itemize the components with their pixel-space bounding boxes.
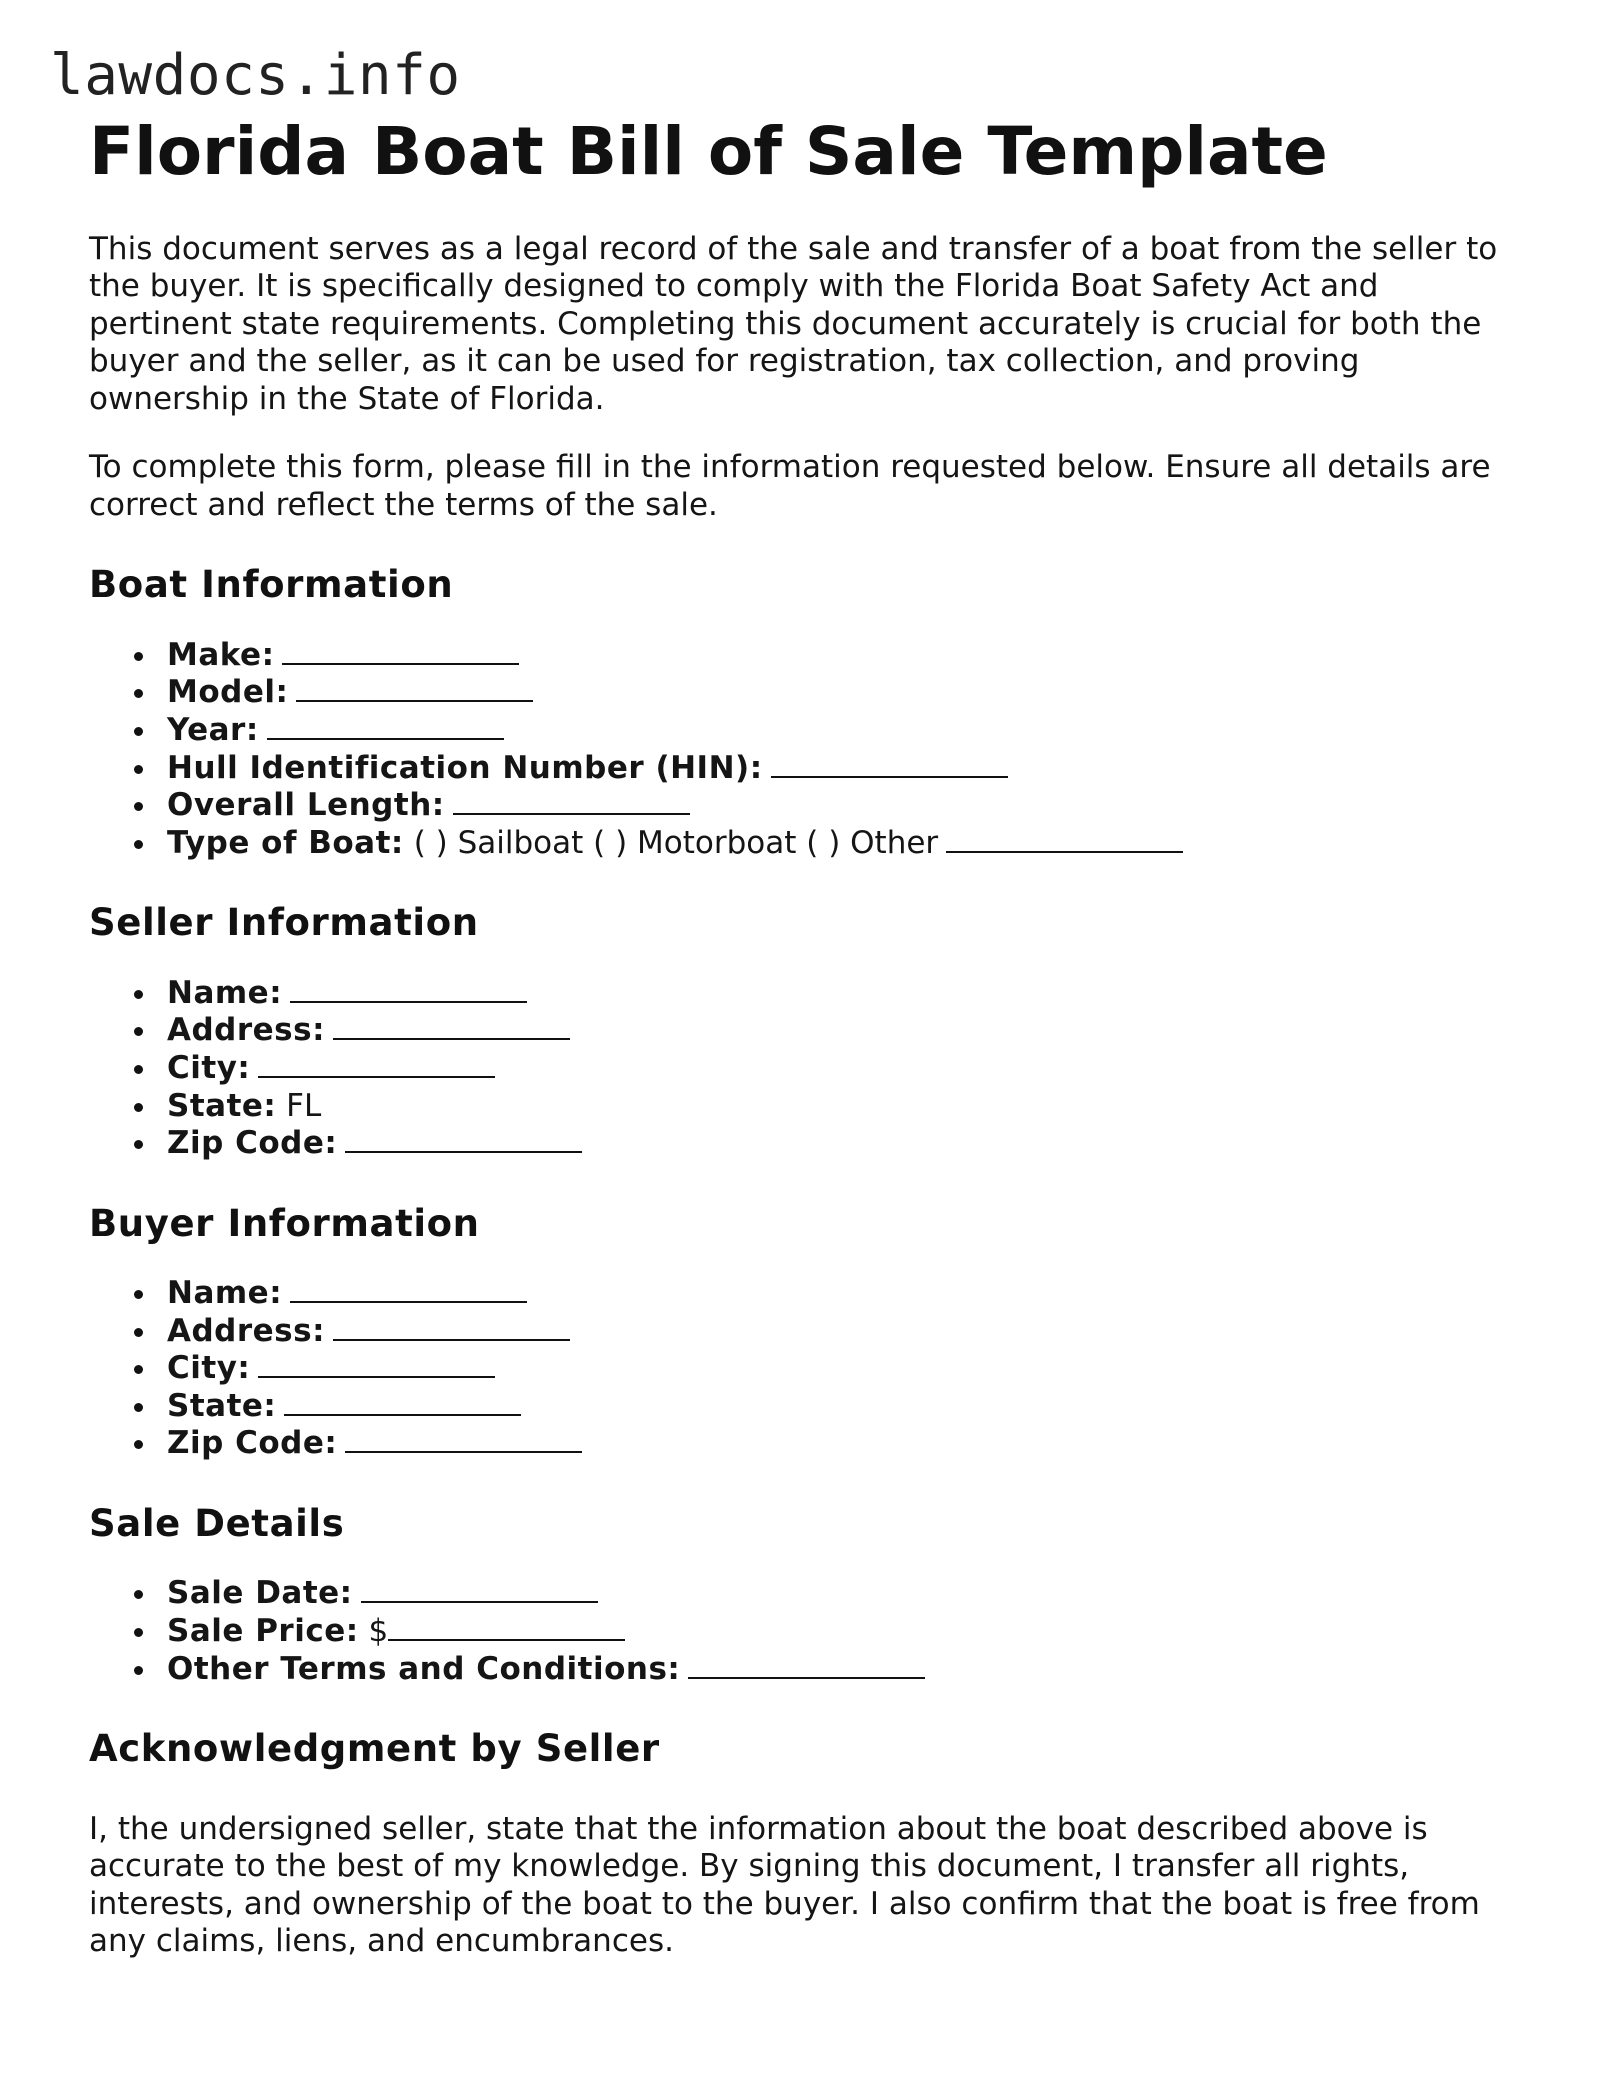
boat-fields-list	[89, 637, 1529, 863]
boat-hin-blank[interactable]	[771, 752, 1008, 778]
sale-price-label: Sale Price:	[167, 1613, 359, 1650]
seller-zip-item	[167, 1125, 1529, 1163]
sale-date-blank[interactable]	[361, 1577, 598, 1603]
buyer-information-section	[89, 1202, 1529, 1463]
boat-make-item	[167, 637, 1529, 675]
instructions-paragraph: To complete this form, please fill in the information requested below. Ensure all details are correct and reflect the terms of the sale.	[89, 449, 1491, 523]
sale-details-section	[89, 1502, 1529, 1688]
boat-model-blank[interactable]	[296, 676, 533, 702]
boat-make-label: Make:	[167, 636, 275, 673]
acknowledgment-section	[89, 1727, 1529, 1960]
buyer-state-item	[167, 1388, 1529, 1426]
boat-type-other-blank[interactable]	[946, 827, 1183, 853]
seller-state-value: FL	[286, 1087, 322, 1124]
buyer-zip-label: Zip Code:	[167, 1425, 338, 1462]
seller-address-label: Address:	[167, 1012, 325, 1049]
seller-zip-label: Zip Code:	[167, 1125, 338, 1162]
boat-type-label: Type of Boat:	[167, 824, 404, 861]
sale-price-blank[interactable]	[388, 1615, 625, 1641]
buyer-address-blank[interactable]	[333, 1315, 570, 1341]
buyer-address-item	[167, 1313, 1529, 1351]
currency-symbol: $	[368, 1613, 389, 1650]
document-page	[89, 115, 1529, 1961]
sale-terms-blank[interactable]	[688, 1653, 925, 1679]
sale-terms-label: Other Terms and Conditions:	[167, 1650, 681, 1687]
seller-city-label: City:	[167, 1049, 251, 1086]
buyer-information-heading: Buyer Information	[89, 1201, 480, 1245]
boat-make-blank[interactable]	[282, 639, 519, 665]
acknowledgment-paragraph: I, the undersigned seller, state that the information about the boat described above is accurate to the best of my knowledge. By signing this document, I transfer all rights, interests, and ownership of the boat to the buyer. I also confirm that the boat is free from any claims, liens, and encumbrances.	[89, 1810, 1480, 1960]
seller-information-section	[89, 901, 1529, 1162]
buyer-state-label: State:	[167, 1387, 277, 1424]
boat-information-section	[89, 563, 1529, 862]
sale-fields-list	[89, 1575, 1529, 1688]
sale-date-item	[167, 1575, 1529, 1613]
boat-year-blank[interactable]	[267, 714, 504, 740]
boat-model-item	[167, 674, 1529, 712]
sale-terms-item	[167, 1651, 1529, 1689]
seller-city-blank[interactable]	[258, 1052, 495, 1078]
buyer-name-blank[interactable]	[290, 1277, 527, 1303]
boat-year-item	[167, 712, 1529, 750]
buyer-address-label: Address:	[167, 1312, 325, 1349]
boat-length-label: Overall Length:	[167, 787, 445, 824]
boat-model-label: Model:	[167, 674, 289, 711]
boat-length-item	[167, 787, 1529, 825]
seller-name-item	[167, 975, 1529, 1013]
boat-type-options[interactable]: ( ) Sailboat ( ) Motorboat ( ) Other	[413, 824, 939, 861]
boat-hin-label: Hull Identification Number (HIN):	[167, 749, 763, 786]
seller-state-label: State:	[167, 1087, 277, 1124]
seller-city-item	[167, 1050, 1529, 1088]
boat-information-heading: Boat Information	[89, 563, 454, 607]
buyer-city-label: City:	[167, 1350, 251, 1387]
site-watermark: lawdocs.info	[50, 43, 461, 108]
boat-year-label: Year:	[167, 711, 259, 748]
seller-address-item	[167, 1012, 1529, 1050]
seller-fields-list	[89, 975, 1529, 1163]
buyer-zip-item	[167, 1425, 1529, 1463]
boat-length-blank[interactable]	[453, 789, 690, 815]
buyer-city-item	[167, 1350, 1529, 1388]
buyer-name-label: Name:	[167, 1275, 283, 1312]
buyer-state-blank[interactable]	[284, 1390, 521, 1416]
buyer-zip-blank[interactable]	[345, 1427, 582, 1453]
intro-paragraph: This document serves as a legal record of the sale and transfer of a boat from the seller to the buyer. It is specifically designed to comply with the Florida Boat Safety Act and pertinent state requirements. Completing this document accurately is crucial for both the buyer and the seller, as it can be used for registration, tax collection, and proving ownership in the State of Florida.	[89, 230, 1498, 417]
seller-name-label: Name:	[167, 974, 283, 1011]
sale-price-item	[167, 1613, 1529, 1651]
buyer-city-blank[interactable]	[258, 1352, 495, 1378]
buyer-name-item	[167, 1275, 1529, 1313]
seller-name-blank[interactable]	[290, 977, 527, 1003]
buyer-fields-list	[89, 1275, 1529, 1463]
seller-address-blank[interactable]	[333, 1014, 570, 1040]
boat-type-item	[167, 825, 1529, 863]
sale-details-heading: Sale Details	[89, 1502, 345, 1546]
boat-hin-item	[167, 750, 1529, 788]
seller-state-item	[167, 1088, 1529, 1126]
sale-date-label: Sale Date:	[167, 1575, 353, 1612]
seller-zip-blank[interactable]	[345, 1127, 582, 1153]
acknowledgment-heading: Acknowledgment by Seller	[89, 1727, 660, 1771]
page-title: Florida Boat Bill of Sale Template	[89, 113, 1328, 190]
seller-information-heading: Seller Information	[89, 901, 479, 945]
